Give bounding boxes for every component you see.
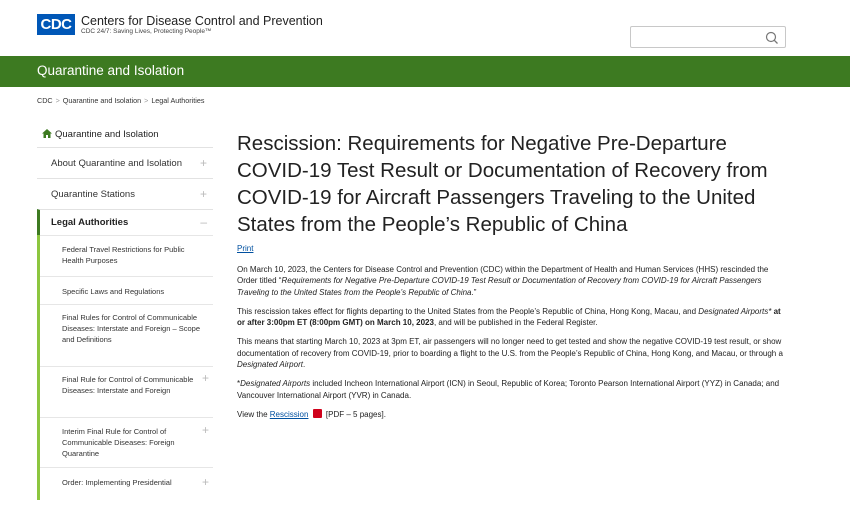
text: View the: [237, 409, 270, 419]
sidebar-subitem-label: Final Rule for Control of Communicable Diseases: Interstate and Foreign: [62, 375, 194, 395]
main-content: [237, 130, 797, 420]
designated-airports-term: Designated Airports: [240, 379, 311, 389]
sidebar-subitem-final-rule[interactable]: [40, 366, 213, 417]
text: This means that starting March 10, 2023 at 3pm ET, air passengers will no longer need to get tested and show the negative COVID-19 test result, or show documentation of recovery from COVID-19, prior to boarding a flight to the U.S. from the People’s Republic of China, Hong Kong, and Macau, or through a: [237, 337, 783, 358]
designated-airports-term: Designated Airports*: [698, 306, 772, 316]
breadcrumb-item[interactable]: Legal Authorities: [151, 96, 205, 105]
search-icon[interactable]: [764, 30, 780, 46]
breadcrumb-separator: >: [144, 96, 149, 105]
expand-icon[interactable]: +: [199, 156, 207, 170]
page-title: Rescission: Requirements for Negative Pre-Departure COVID-19 Test Result or Documentation of Recovery from COVID-19 for Aircraft Passengers Traveling to the United States from the People’s Republic of China: [237, 132, 768, 236]
breadcrumb-item[interactable]: Quarantine and Isolation: [62, 96, 142, 105]
breadcrumb: [37, 96, 204, 105]
sidebar-subitem-label: Interim Final Rule for Control of Communicable Diseases: Foreign Quarantine: [62, 427, 175, 458]
print-link[interactable]: Print: [237, 244, 254, 253]
breadcrumb-item[interactable]: CDC: [37, 96, 53, 105]
text: [PDF – 5 pages].: [323, 409, 386, 419]
sidebar-subitem-label: Final Rules for Control of Communicable Diseases: Interstate and Foreign – Scope and Definitions: [62, 313, 200, 344]
designated-airport-term: Designated Airport: [237, 360, 303, 370]
home-icon: [42, 129, 52, 138]
sidebar-item-label: About Quarantine and Isolation: [51, 158, 182, 169]
paragraph-airports: [237, 378, 785, 401]
sidebar-home-label: Quarantine and Isolation: [55, 129, 159, 140]
text: On March 10, 2023, the Centers for Disease Control and Prevention (CDC) within the Department of Health and Human Services (HHS) rescinded the Order titled “: [237, 265, 769, 286]
sidebar-subitem-interim-final-rule[interactable]: [40, 417, 213, 467]
site-header: [0, 0, 850, 55]
text: *: [237, 379, 241, 389]
paragraph-meaning: [237, 336, 785, 370]
paragraph-effective: [237, 306, 785, 329]
sidebar-subitem-label: Specific Laws and Regulations: [62, 287, 165, 296]
sidebar-home[interactable]: [42, 129, 159, 140]
effective-time: at or after 3:00pm ET (8:00pm GMT) on March 10, 2023: [237, 306, 781, 328]
paragraph-order: [237, 264, 785, 298]
sidebar-item-stations[interactable]: [37, 178, 213, 209]
sidebar-subitem-laws[interactable]: [40, 276, 213, 304]
text: .”: [471, 287, 477, 297]
section-title[interactable]: Quarantine and Isolation: [37, 63, 185, 78]
cdc-logo[interactable]: CDC: [37, 14, 75, 35]
expand-icon[interactable]: +: [201, 423, 209, 437]
sidebar-subitem-label: Federal Travel Restrictions for Public Health Purposes: [62, 245, 185, 265]
sidebar-subitem-travel-restrictions[interactable]: [40, 235, 213, 276]
sidebar-item-label: Quarantine Stations: [51, 189, 135, 200]
org-name[interactable]: Centers for Disease Control and Prevention: [81, 14, 323, 28]
search-input[interactable]: [631, 27, 761, 47]
sidebar-subitem-final-rules-scope[interactable]: [40, 304, 213, 366]
text: included Incheon International Airport (ICN) in Seoul, Republic of Korea; Toronto Pearson International Airport (YYZ) in Canada; and Vancouver International Airport (YVR) in Canada.: [237, 379, 780, 400]
text: This rescission takes effect for flights departing to the United States from the People’s Republic of China, Hong Kong, Macau, and: [237, 306, 699, 316]
search-box[interactable]: [630, 26, 786, 48]
breadcrumb-separator: >: [55, 96, 60, 105]
text: , and will be published in the Federal Register.: [433, 318, 598, 328]
sidebar-subitem-order[interactable]: [40, 467, 213, 500]
sidebar-item-about[interactable]: [37, 147, 213, 178]
expand-icon[interactable]: +: [201, 475, 209, 489]
org-tagline: CDC 24/7: Saving Lives, Protecting People™: [81, 28, 212, 35]
rescission-link[interactable]: Rescission: [269, 409, 309, 419]
paragraph-view: [237, 409, 785, 420]
collapse-icon[interactable]: –: [200, 215, 207, 229]
section-banner: [0, 56, 850, 87]
pdf-icon: [313, 409, 322, 418]
order-title: Requirements for Negative Pre-Departure COVID-19 Test Result or Documentation of Recovery from COVID-19 for Aircraft Passengers Traveling to the United States from the People’s Republic of China: [237, 276, 762, 297]
expand-icon[interactable]: +: [201, 371, 209, 385]
sidebar-item-legal-authorities[interactable]: [37, 209, 213, 235]
expand-icon[interactable]: +: [199, 187, 207, 201]
text: .: [302, 360, 306, 370]
sidebar-sublist: [37, 235, 213, 500]
sidebar-item-label: Legal Authorities: [51, 217, 129, 228]
sidebar-subitem-label: Order: Implementing Presidential: [62, 478, 172, 487]
